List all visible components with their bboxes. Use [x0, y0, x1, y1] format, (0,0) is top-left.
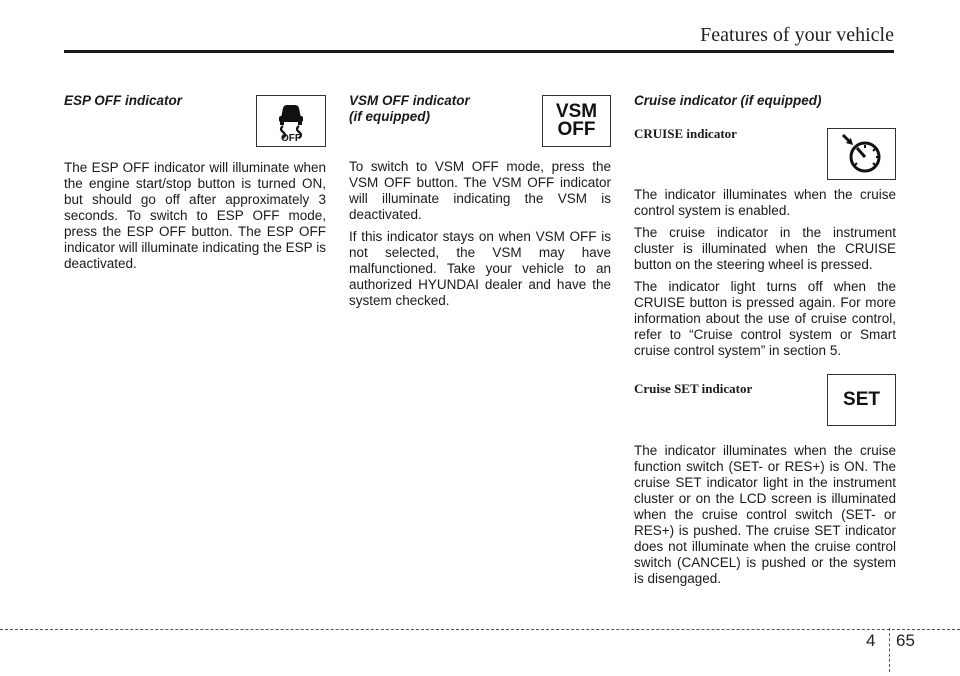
esp-off-indicator-icon — [256, 95, 326, 147]
cruise-set-indicator-icon — [827, 374, 896, 426]
vsm-off-paragraph-1: To switch to VSM OFF mode, press the VSM OFF button. The VSM OFF indicator will illuminate indicating the VSM is deactivated. — [349, 159, 611, 222]
cruise-indicator-icon — [827, 128, 896, 180]
cruise-set-paragraph: The indicator illuminates when the cruise function switch (SET- or RES+) is ON. The cruise SET indicator light in the instrument cluster or on the LCD screen is illuminated when the cruise control switch (SET- or RES+) is pushed. The cruise SET indicator does not illuminate when the cruise control switch (CANCEL) is pushed or the system is disengaged. — [634, 443, 896, 586]
vsm-off-heading-line2: (if equipped) — [349, 109, 430, 124]
vsm-off-heading-line1: VSM OFF indicator — [349, 93, 470, 108]
cruise-paragraph-2: The cruise indicator in the instrument cluster is illuminated when the CRUISE button on the steering wheel is pressed. — [634, 225, 896, 272]
set-icon-label: SET — [843, 389, 880, 410]
cruise-subheading: CRUISE indicator — [634, 126, 737, 141]
footer-rule — [0, 629, 960, 630]
esp-off-paragraph: The ESP OFF indicator will illuminate when the engine start/stop button is turned ON, but should go off after approximately 3 seconds. To switch to ESP OFF mode, press the ESP OFF button. The ESP OFF indicator will illuminate indicating the ESP is deactivated. — [64, 160, 326, 271]
cruise-set-subheading: Cruise SET indicator — [634, 381, 753, 396]
vsm-icon-line2: OFF — [557, 119, 596, 140]
vsm-icon-line1: VSM — [555, 101, 598, 122]
vsm-off-indicator-icon — [542, 95, 611, 147]
speedometer-icon — [835, 131, 889, 177]
chapter-number: 4 — [866, 631, 876, 650]
esp-off-icon-label: OFF — [281, 133, 301, 144]
cruise-paragraph-1: The indicator illuminates when the cruise control system is enabled. — [634, 187, 896, 218]
footer-divider — [889, 628, 890, 672]
esp-off-heading: ESP OFF indicator — [64, 93, 183, 108]
page-header-title: Features of your vehicle — [700, 24, 894, 46]
cruise-heading: Cruise indicator (if equipped) — [634, 93, 822, 108]
vsm-off-paragraph-2: If this indicator stays on when VSM OFF is not selected, the VSM may have malfunctioned. Take your vehicle to an authorized HYUNDAI dealer and have the system checked. — [349, 229, 611, 308]
cruise-paragraph-3: The indicator light turns off when the CRUISE button is pressed again. For more information about the use of cruise control, refer to “Cruise control system or Smart cruise control system” in section 5. — [634, 279, 896, 358]
page-number: 65 — [896, 631, 915, 650]
header-rule — [64, 50, 894, 53]
